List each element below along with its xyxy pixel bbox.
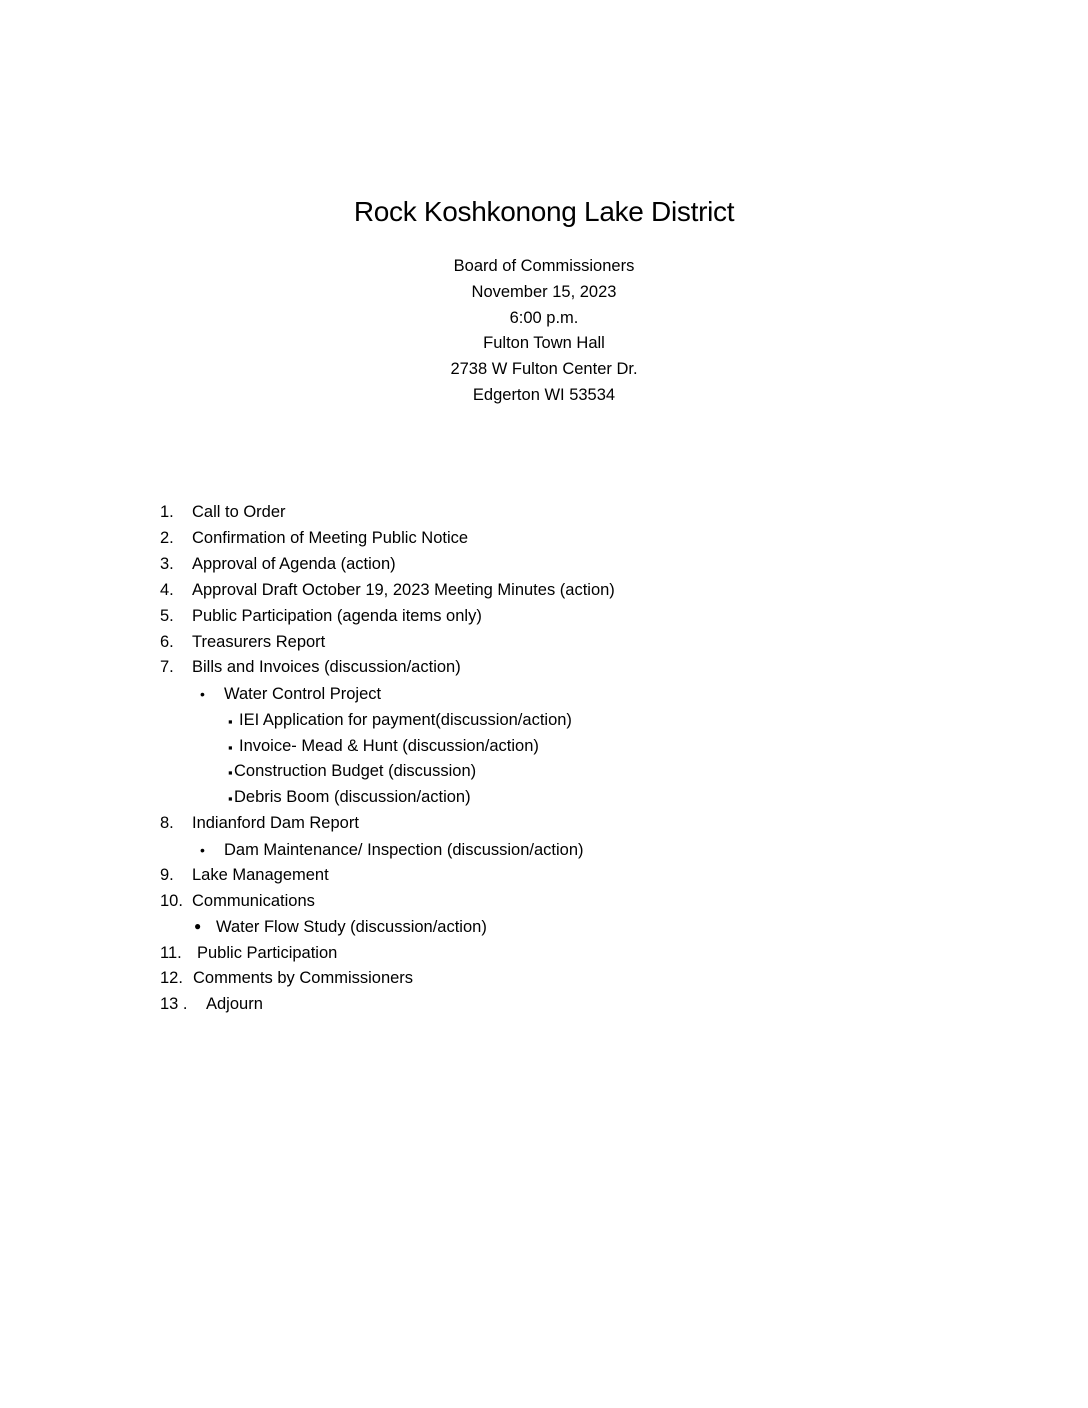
item-number: 1. xyxy=(160,503,174,521)
item-number: 13 . xyxy=(160,995,188,1013)
square-bullet-icon: ▪ xyxy=(228,791,233,806)
item-number: 7. xyxy=(160,658,174,676)
subsubitem-text: Construction Budget (discussion) xyxy=(234,762,477,780)
item-text: Approval Draft October 19, 2023 Meeting Minutes (action) xyxy=(192,581,615,599)
subsubitem-text: Invoice- Mead & Hunt (discussion/action) xyxy=(239,737,539,755)
meeting-location: Fulton Town Hall xyxy=(483,334,605,353)
meeting-info xyxy=(0,254,1088,409)
meeting-street-address: 2738 W Fulton Center Dr. xyxy=(450,360,638,379)
item-text: Call to Order xyxy=(192,503,286,521)
item-text: Indianford Dam Report xyxy=(192,814,359,832)
item-number: 9. xyxy=(160,866,174,884)
square-bullet-icon: ▪ xyxy=(228,765,233,780)
item-text: Bills and Invoices (discussion/action) xyxy=(192,658,461,676)
bullet-icon: • xyxy=(200,842,205,858)
item-text: Comments by Commissioners xyxy=(193,969,414,987)
item-number: 6. xyxy=(160,633,174,651)
meeting-time: 6:00 p.m. xyxy=(509,308,579,327)
subitem-text: Water Flow Study (discussion/action) xyxy=(216,918,487,936)
item-number: 10. xyxy=(160,892,183,910)
item-number: 8. xyxy=(160,814,174,832)
item-text: Approval of Agenda (action) xyxy=(192,555,396,573)
subitem-text: Water Control Project xyxy=(224,685,382,703)
item-text: Adjourn xyxy=(206,995,263,1013)
subitem-text: Dam Maintenance/ Inspection (discussion/action) xyxy=(224,841,584,859)
item-text: Confirmation of Meeting Public Notice xyxy=(192,529,469,547)
subsubitem-text: IEI Application for payment(discussion/action) xyxy=(239,711,572,729)
item-number: 4. xyxy=(160,581,174,599)
item-text: Treasurers Report xyxy=(192,633,326,651)
item-text: Communications xyxy=(192,892,315,910)
item-text: Public Participation xyxy=(197,944,338,962)
bullet-icon: ● xyxy=(194,919,202,933)
meeting-date: November 15, 2023 xyxy=(471,282,617,301)
document-title: Rock Koshkonong Lake District xyxy=(353,196,735,227)
item-number: 3. xyxy=(160,555,174,573)
square-bullet-icon: ▪ xyxy=(228,740,233,755)
subsubitem-text: Debris Boom (discussion/action) xyxy=(234,788,471,806)
item-number: 5. xyxy=(160,607,174,625)
item-number: 12. xyxy=(160,969,183,987)
item-text: Public Participation (agenda items only) xyxy=(192,607,482,625)
square-bullet-icon: ▪ xyxy=(228,714,233,729)
item-number: 11. xyxy=(160,944,182,962)
meeting-body: Board of Commissioners xyxy=(453,257,635,275)
bullet-icon: • xyxy=(200,686,205,702)
item-number: 2. xyxy=(160,529,174,547)
item-text: Lake Management xyxy=(192,866,329,884)
meeting-city-address: Edgerton WI 53534 xyxy=(472,385,616,404)
